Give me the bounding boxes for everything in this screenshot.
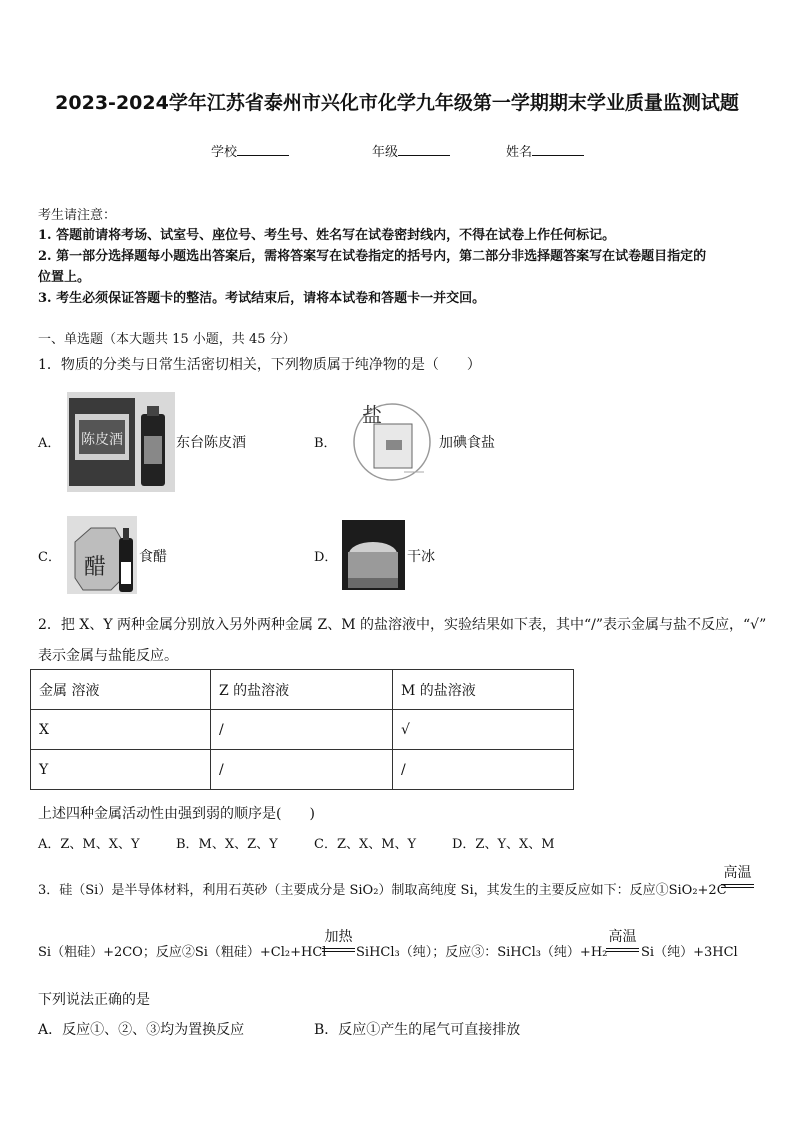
question-3-reaction-c: Si（纯）+3HCl <box>641 945 738 960</box>
question-1-stem: 1．物质的分类与日常生活密切相关，下列物质属于纯净物的是（ ） <box>38 357 481 373</box>
option-c-text: 食醋 <box>139 549 167 565</box>
q2-option-a: A．Z、M、X、Y <box>38 837 140 852</box>
reaction-condition-3 <box>606 926 639 952</box>
option-b-letter: B． <box>314 436 337 451</box>
table-cell: / <box>393 750 574 790</box>
school-field <box>211 141 289 160</box>
table-header-cell: 金属 溶液 <box>31 670 211 710</box>
vinegar-image-text: 醋 <box>83 555 107 580</box>
notice-item: 1. 答题前请将考场、试室号、座位号、考生号、姓名写在试卷密封线内，不得在试卷上作任何标记。 <box>38 228 616 243</box>
table-header-row <box>31 670 574 710</box>
table-cell: / <box>211 710 393 750</box>
option-c-letter: C． <box>38 550 61 565</box>
name-field <box>506 141 584 160</box>
q2-option-c: C．Z、X、M、Y <box>314 837 417 852</box>
question-2-ask: 上述四种金属活动性由强到弱的顺序是( ) <box>38 806 315 822</box>
equals-sign <box>322 948 355 952</box>
option-a-letter: A． <box>38 436 61 451</box>
option-d-letter: D． <box>314 550 338 565</box>
reaction-condition-2 <box>322 926 355 952</box>
school-label: 学校 <box>211 145 238 160</box>
table-row <box>31 710 574 750</box>
name-blank <box>532 143 584 156</box>
equals-sign <box>606 948 639 952</box>
equals-sign <box>721 884 754 888</box>
notice-heading: 考生请注意： <box>38 208 117 223</box>
q2-option-d: D．Z、Y、X、M <box>452 837 555 852</box>
option-a-text: 东台陈皮酒 <box>176 435 246 451</box>
condition-label: 加热 <box>324 929 353 945</box>
dry-ice-image <box>342 520 405 590</box>
option-d-text: 干冰 <box>407 549 435 565</box>
table-header-cell: M 的盐溶液 <box>393 670 574 710</box>
table-cell: / <box>211 750 393 790</box>
table-cell: √ <box>393 710 574 750</box>
table-cell: X <box>31 710 211 750</box>
name-label: 姓名 <box>506 145 533 160</box>
condition-label: 高温 <box>723 865 752 881</box>
notice-item: 位置上。 <box>38 270 91 285</box>
notice-item: 2. 第一部分选择题每小题选出答案后，需将答案写在试卷指定的括号内，第二部分非选择题答案写在试卷题目指定的 <box>38 249 707 264</box>
salt-image-text: 盐 <box>362 403 382 427</box>
question-3-ask: 下列说法正确的是 <box>38 992 150 1008</box>
q2-option-b: B．M、X、Z、Y <box>176 837 278 852</box>
table-header-cell: Z 的盐溶液 <box>211 670 393 710</box>
table-cell: Y <box>31 750 211 790</box>
table-row <box>31 750 574 790</box>
option-b-text: 加碘食盐 <box>439 435 495 451</box>
question-3-stem: 3．硅（Si）是半导体材料，利用石英砂（主要成分是 SiO₂）制取高纯度 Si，其发生的主要反应如下：反应①SiO₂+2C <box>38 883 727 898</box>
q3-option-a: A．反应①、②、③均为置换反应 <box>38 1022 245 1038</box>
question-3-reaction-b: SiHCl₃（纯）；反应③：SiHCl₃（纯）+H₂ <box>356 945 608 960</box>
reaction-condition-1 <box>721 862 754 888</box>
section-heading: 一、单选题（本大题共 15 小题，共 45 分） <box>38 332 296 347</box>
liquor-image <box>67 392 175 492</box>
vinegar-image <box>67 516 137 594</box>
liquor-image-text: 陈皮酒 <box>81 432 123 448</box>
question-3-reaction-a: Si（粗硅）+2CO；反应②Si（粗硅）+Cl₂+HCl <box>38 945 327 960</box>
salt-image <box>346 400 436 482</box>
grade-field <box>372 141 450 160</box>
question-2-stem-cont: 表示金属与盐能反应。 <box>38 648 178 664</box>
reaction-table <box>30 669 574 790</box>
school-blank <box>237 143 289 156</box>
grade-label: 年级 <box>372 145 399 160</box>
notice-item: 3. 考生必须保证答题卡的整洁。考试结束后，请将本试卷和答题卡一并交回。 <box>38 291 486 306</box>
condition-label: 高温 <box>608 929 637 945</box>
question-2-stem: 2．把 X、Y 两种金属分别放入另外两种金属 Z、M 的盐溶液中，实验结果如下表，其中“/”表示金属与盐不反应，“√” <box>38 617 767 633</box>
page-title: 2023-2024学年江苏省泰州市兴化市化学九年级第一学期期末学业质量监测试题 <box>55 92 739 114</box>
grade-blank <box>398 143 450 156</box>
q3-option-b: B．反应①产生的尾气可直接排放 <box>314 1022 521 1038</box>
